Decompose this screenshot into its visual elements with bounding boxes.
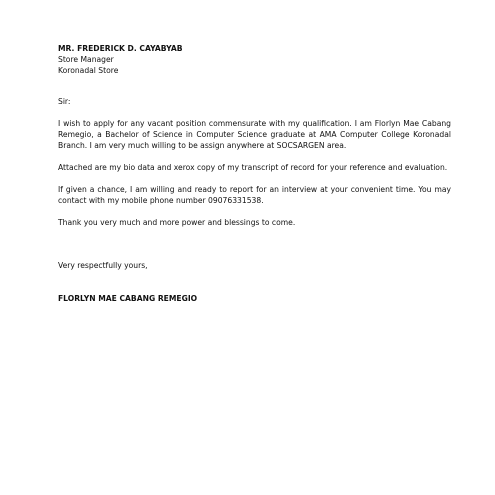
salutation: Sir: — [58, 97, 71, 106]
letter-body — [58, 43, 451, 304]
paragraph-interview: If given a chance, I am willing and ready to report for an interview at your convenient time. You may contact with my mobile phone number 09076331538. — [58, 185, 451, 205]
paragraph-attachments: Attached are my bio data and xerox copy of my transcript of record for your reference and evaluation. — [58, 163, 448, 172]
recipient-name: MR. FREDERICK D. CAYABYAB — [58, 44, 183, 53]
recipient-title: Store Manager — [58, 55, 114, 64]
closing: Very respectfully yours, — [58, 261, 148, 270]
paragraph-thanks: Thank you very much and more power and blessings to come. — [58, 218, 296, 227]
paragraph-application: I wish to apply for any vacant position commensurate with my qualification. I am Florlyn Mae Cabang Remegio, a Bachelor of Science in Computer Science graduate at AMA Computer College Koronadal Branch. I am very much willing to be assign anywhere at SOCSARGEN area. — [58, 119, 451, 150]
recipient-location: Koronadal Store — [58, 66, 119, 75]
signature-name: FLORLYN MAE CABANG REMEGIO — [58, 294, 198, 303]
